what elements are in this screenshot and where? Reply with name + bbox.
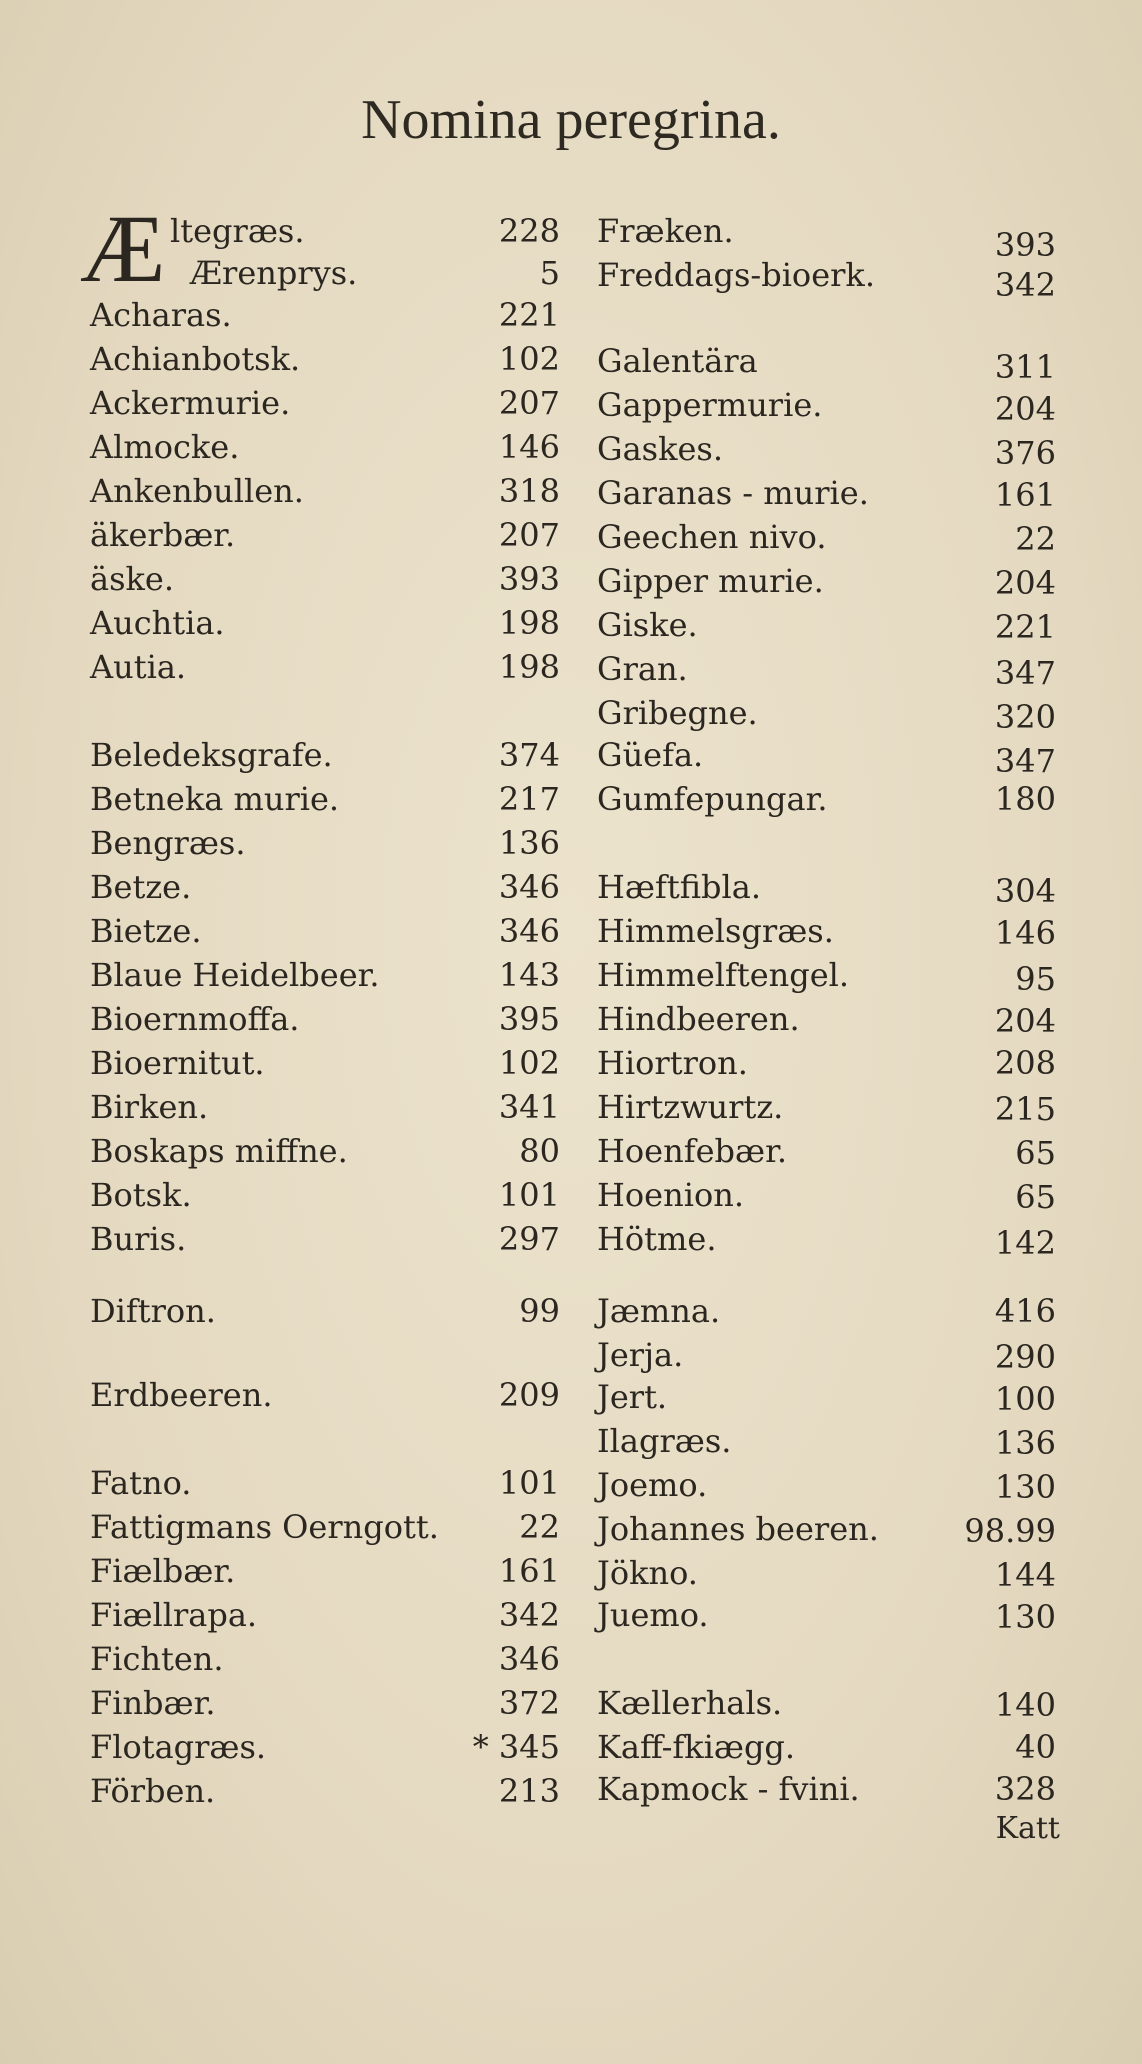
index-entry-name: Gaskes. bbox=[597, 430, 723, 468]
index-entry-name: Birken. bbox=[90, 1088, 209, 1126]
index-entry-name: Gappermurie. bbox=[597, 386, 823, 424]
index-entry-name: Fiællrapa. bbox=[90, 1596, 258, 1634]
index-entry-name: Geechen nivo. bbox=[597, 518, 827, 556]
index-entry-page: 347 bbox=[994, 654, 1056, 692]
index-entry-name: Jerja. bbox=[597, 1336, 684, 1374]
index-entry-name: Finbær. bbox=[90, 1684, 216, 1722]
index-entry-page: 328 bbox=[994, 1770, 1056, 1808]
index-entry-page: 142 bbox=[994, 1224, 1056, 1262]
index-entry-page: 318 bbox=[498, 472, 560, 510]
index-entry-page: 204 bbox=[994, 564, 1056, 602]
index-entry-page: 101 bbox=[498, 1464, 560, 1502]
index-entry-page: 304 bbox=[994, 872, 1056, 910]
index-entry-page: 65 bbox=[1015, 1134, 1056, 1172]
page-title: Nomina peregrina. bbox=[361, 89, 781, 151]
index-entry-page: 374 bbox=[498, 736, 560, 774]
index-entry-page: 99 bbox=[519, 1292, 560, 1330]
index-entry-name: Freddags-bioerk. bbox=[597, 256, 875, 294]
index-entry-name: Himmelsgræs. bbox=[597, 912, 834, 950]
index-entry-name: Joemo. bbox=[597, 1466, 708, 1504]
index-entry-page: 393 bbox=[994, 226, 1056, 264]
index-entry-name: Fiælbær. bbox=[90, 1552, 236, 1590]
index-entry-page: 204 bbox=[994, 1002, 1056, 1040]
index-entry-name: Auchtia. bbox=[90, 604, 225, 642]
index-entry-page: 143 bbox=[498, 956, 560, 994]
index-entry-name: Diftron. bbox=[90, 1292, 216, 1330]
index-entry-page: 161 bbox=[994, 476, 1056, 514]
index-entry-page: 208 bbox=[994, 1044, 1056, 1082]
index-entry-page: 130 bbox=[994, 1598, 1056, 1636]
index-entry-name: Hiortron. bbox=[597, 1044, 748, 1082]
index-entry-page: 393 bbox=[498, 560, 560, 598]
index-entry-page: 5 bbox=[539, 254, 560, 292]
index-entry-page: 22 bbox=[519, 1508, 560, 1546]
index-entry-name: Gipper murie. bbox=[597, 562, 824, 600]
index-entry-page: 342 bbox=[498, 1596, 560, 1634]
index-entry-page: 346 bbox=[498, 912, 560, 950]
index-entry-page: 207 bbox=[498, 516, 560, 554]
index-entry-name: Ilagræs. bbox=[597, 1422, 732, 1460]
index-entry-page: 80 bbox=[519, 1132, 560, 1170]
index-entry-name: Bengræs. bbox=[90, 824, 246, 862]
index-entry-page: 101 bbox=[498, 1176, 560, 1214]
index-entry-name: Hoenfebær. bbox=[597, 1132, 788, 1170]
index-entry-name: Bioernmoffa. bbox=[90, 1000, 300, 1038]
index-entry-page: * 345 bbox=[472, 1728, 560, 1766]
index-entry-page: 136 bbox=[994, 1424, 1056, 1462]
index-entry-page: 346 bbox=[498, 1640, 560, 1678]
index-entry-name: Hindbeeren. bbox=[597, 1000, 800, 1038]
index-entry-name: Kællerhals. bbox=[597, 1684, 783, 1722]
index-entry-name: Fattigmans Oerngott. bbox=[90, 1508, 439, 1546]
index-entry-page: 146 bbox=[994, 914, 1056, 952]
index-entry-name: Ackermurie. bbox=[90, 384, 291, 422]
index-entry-name: Boskaps miffne. bbox=[90, 1132, 348, 1170]
index-entry-page: 146 bbox=[498, 428, 560, 466]
drop-cap-initial: Æ bbox=[80, 195, 166, 302]
index-entry-name: Förben. bbox=[90, 1772, 216, 1810]
index-entry-name: Kapmock - fvini. bbox=[597, 1770, 860, 1808]
index-entry-page: 346 bbox=[498, 868, 560, 906]
index-entry-page: 100 bbox=[994, 1380, 1056, 1418]
index-entry-page: 228 bbox=[498, 212, 560, 250]
index-entry-page: 136 bbox=[498, 824, 560, 862]
index-entry-page: 372 bbox=[498, 1684, 560, 1722]
index-entry-name: Betze. bbox=[90, 868, 192, 906]
index-entry-name: Gumfepungar. bbox=[597, 780, 828, 818]
index-entry-page: 320 bbox=[994, 698, 1056, 736]
index-entry-name: Hæftfibla. bbox=[597, 868, 761, 906]
index-entry-page: 221 bbox=[994, 608, 1056, 646]
index-entry-page: 342 bbox=[994, 266, 1056, 304]
index-entry-name: Erdbeeren. bbox=[90, 1376, 273, 1414]
catchword: Katt bbox=[995, 1811, 1060, 1846]
index-entry-name: Achianbotsk. bbox=[90, 340, 301, 378]
index-entry-name: äske. bbox=[90, 560, 174, 598]
index-entry-name: Botsk. bbox=[90, 1176, 192, 1214]
index-entry-page: 311 bbox=[994, 348, 1056, 386]
index-entry-name: Giske. bbox=[597, 606, 698, 644]
index-entry-page: 297 bbox=[498, 1220, 560, 1258]
index-entry-page: 144 bbox=[994, 1556, 1056, 1594]
index-entry-name: Güefa. bbox=[597, 736, 704, 774]
index-entry-name: Garanas - murie. bbox=[597, 474, 869, 512]
index-entry-name: Autia. bbox=[90, 648, 187, 686]
index-entry-page: 207 bbox=[498, 384, 560, 422]
index-entry-page: 204 bbox=[994, 390, 1056, 428]
index-entry-name: Juemo. bbox=[597, 1596, 709, 1634]
index-entry-name: Almocke. bbox=[90, 428, 240, 466]
index-entry-name: Gribegne. bbox=[597, 694, 758, 732]
index-entry-name: äkerbær. bbox=[90, 516, 236, 554]
index-entry-name: Blaue Heidelbeer. bbox=[90, 956, 380, 994]
index-entry-page: 221 bbox=[498, 296, 560, 334]
index-entry-name: Acharas. bbox=[90, 296, 232, 334]
index-entry-page: 198 bbox=[498, 604, 560, 642]
index-entry-name: Bioernitut. bbox=[90, 1044, 265, 1082]
index-entry-name: Fræken. bbox=[597, 212, 734, 250]
index-entry-page: 341 bbox=[498, 1088, 560, 1126]
index-entry-name: Hirtzwurtz. bbox=[597, 1088, 784, 1126]
index-entry-page: 290 bbox=[994, 1338, 1056, 1376]
index-entry-page: 376 bbox=[994, 434, 1056, 472]
index-entry-name: Fatno. bbox=[90, 1464, 192, 1502]
index-entry-page: 198 bbox=[498, 648, 560, 686]
index-entry-page: 22 bbox=[1015, 520, 1056, 558]
index-entry-name: Gran. bbox=[597, 650, 688, 688]
index-entry-page: 416 bbox=[994, 1292, 1056, 1330]
index-entry-page: 180 bbox=[994, 780, 1056, 818]
index-entry-name: Bietze. bbox=[90, 912, 202, 950]
index-entry-page: 98.99 bbox=[964, 1512, 1056, 1550]
index-entry-page: 209 bbox=[498, 1376, 560, 1414]
index-entry-name: Kaff-fkiægg. bbox=[597, 1728, 796, 1766]
index-entry-name: Ankenbullen. bbox=[90, 472, 304, 510]
index-entry-name: Ærenprys. bbox=[190, 254, 358, 292]
index-entry-name: Jæmna. bbox=[597, 1292, 721, 1330]
index-entry-name: ltegræs. bbox=[170, 212, 305, 250]
index-entry-page: 215 bbox=[994, 1090, 1056, 1128]
index-entry-name: Galentära bbox=[597, 342, 758, 380]
index-entry-page: 213 bbox=[498, 1772, 560, 1810]
index-entry-page: 395 bbox=[498, 1000, 560, 1038]
index-entry-name: Hötme. bbox=[597, 1220, 717, 1258]
index-entry-page: 140 bbox=[994, 1686, 1056, 1724]
index-entry-page: 102 bbox=[498, 1044, 560, 1082]
index-entry-name: Buris. bbox=[90, 1220, 187, 1258]
index-entry-name: Himmelftengel. bbox=[597, 956, 850, 994]
index-entry-name: Betneka murie. bbox=[90, 780, 340, 818]
index-entry-page: 217 bbox=[498, 780, 560, 818]
index-entry-page: 102 bbox=[498, 340, 560, 378]
index-entry-page: 40 bbox=[1015, 1728, 1056, 1766]
index-entry-name: Hoenion. bbox=[597, 1176, 744, 1214]
index-entry-name: Beledeksgrafe. bbox=[90, 736, 333, 774]
index-entry-name: Jert. bbox=[597, 1378, 668, 1416]
index-entry-page: 347 bbox=[994, 742, 1056, 780]
index-entry-name: Jökno. bbox=[597, 1554, 698, 1592]
index-entry-name: Fichten. bbox=[90, 1640, 224, 1678]
index-entry-page: 95 bbox=[1015, 960, 1056, 998]
index-entry-name: Johannes beeren. bbox=[597, 1510, 879, 1548]
index-entry-page: 161 bbox=[498, 1552, 560, 1590]
index-entry-name: Flotagræs. bbox=[90, 1728, 267, 1766]
index-entry-page: 130 bbox=[994, 1468, 1056, 1506]
index-entry-page: 65 bbox=[1015, 1178, 1056, 1216]
